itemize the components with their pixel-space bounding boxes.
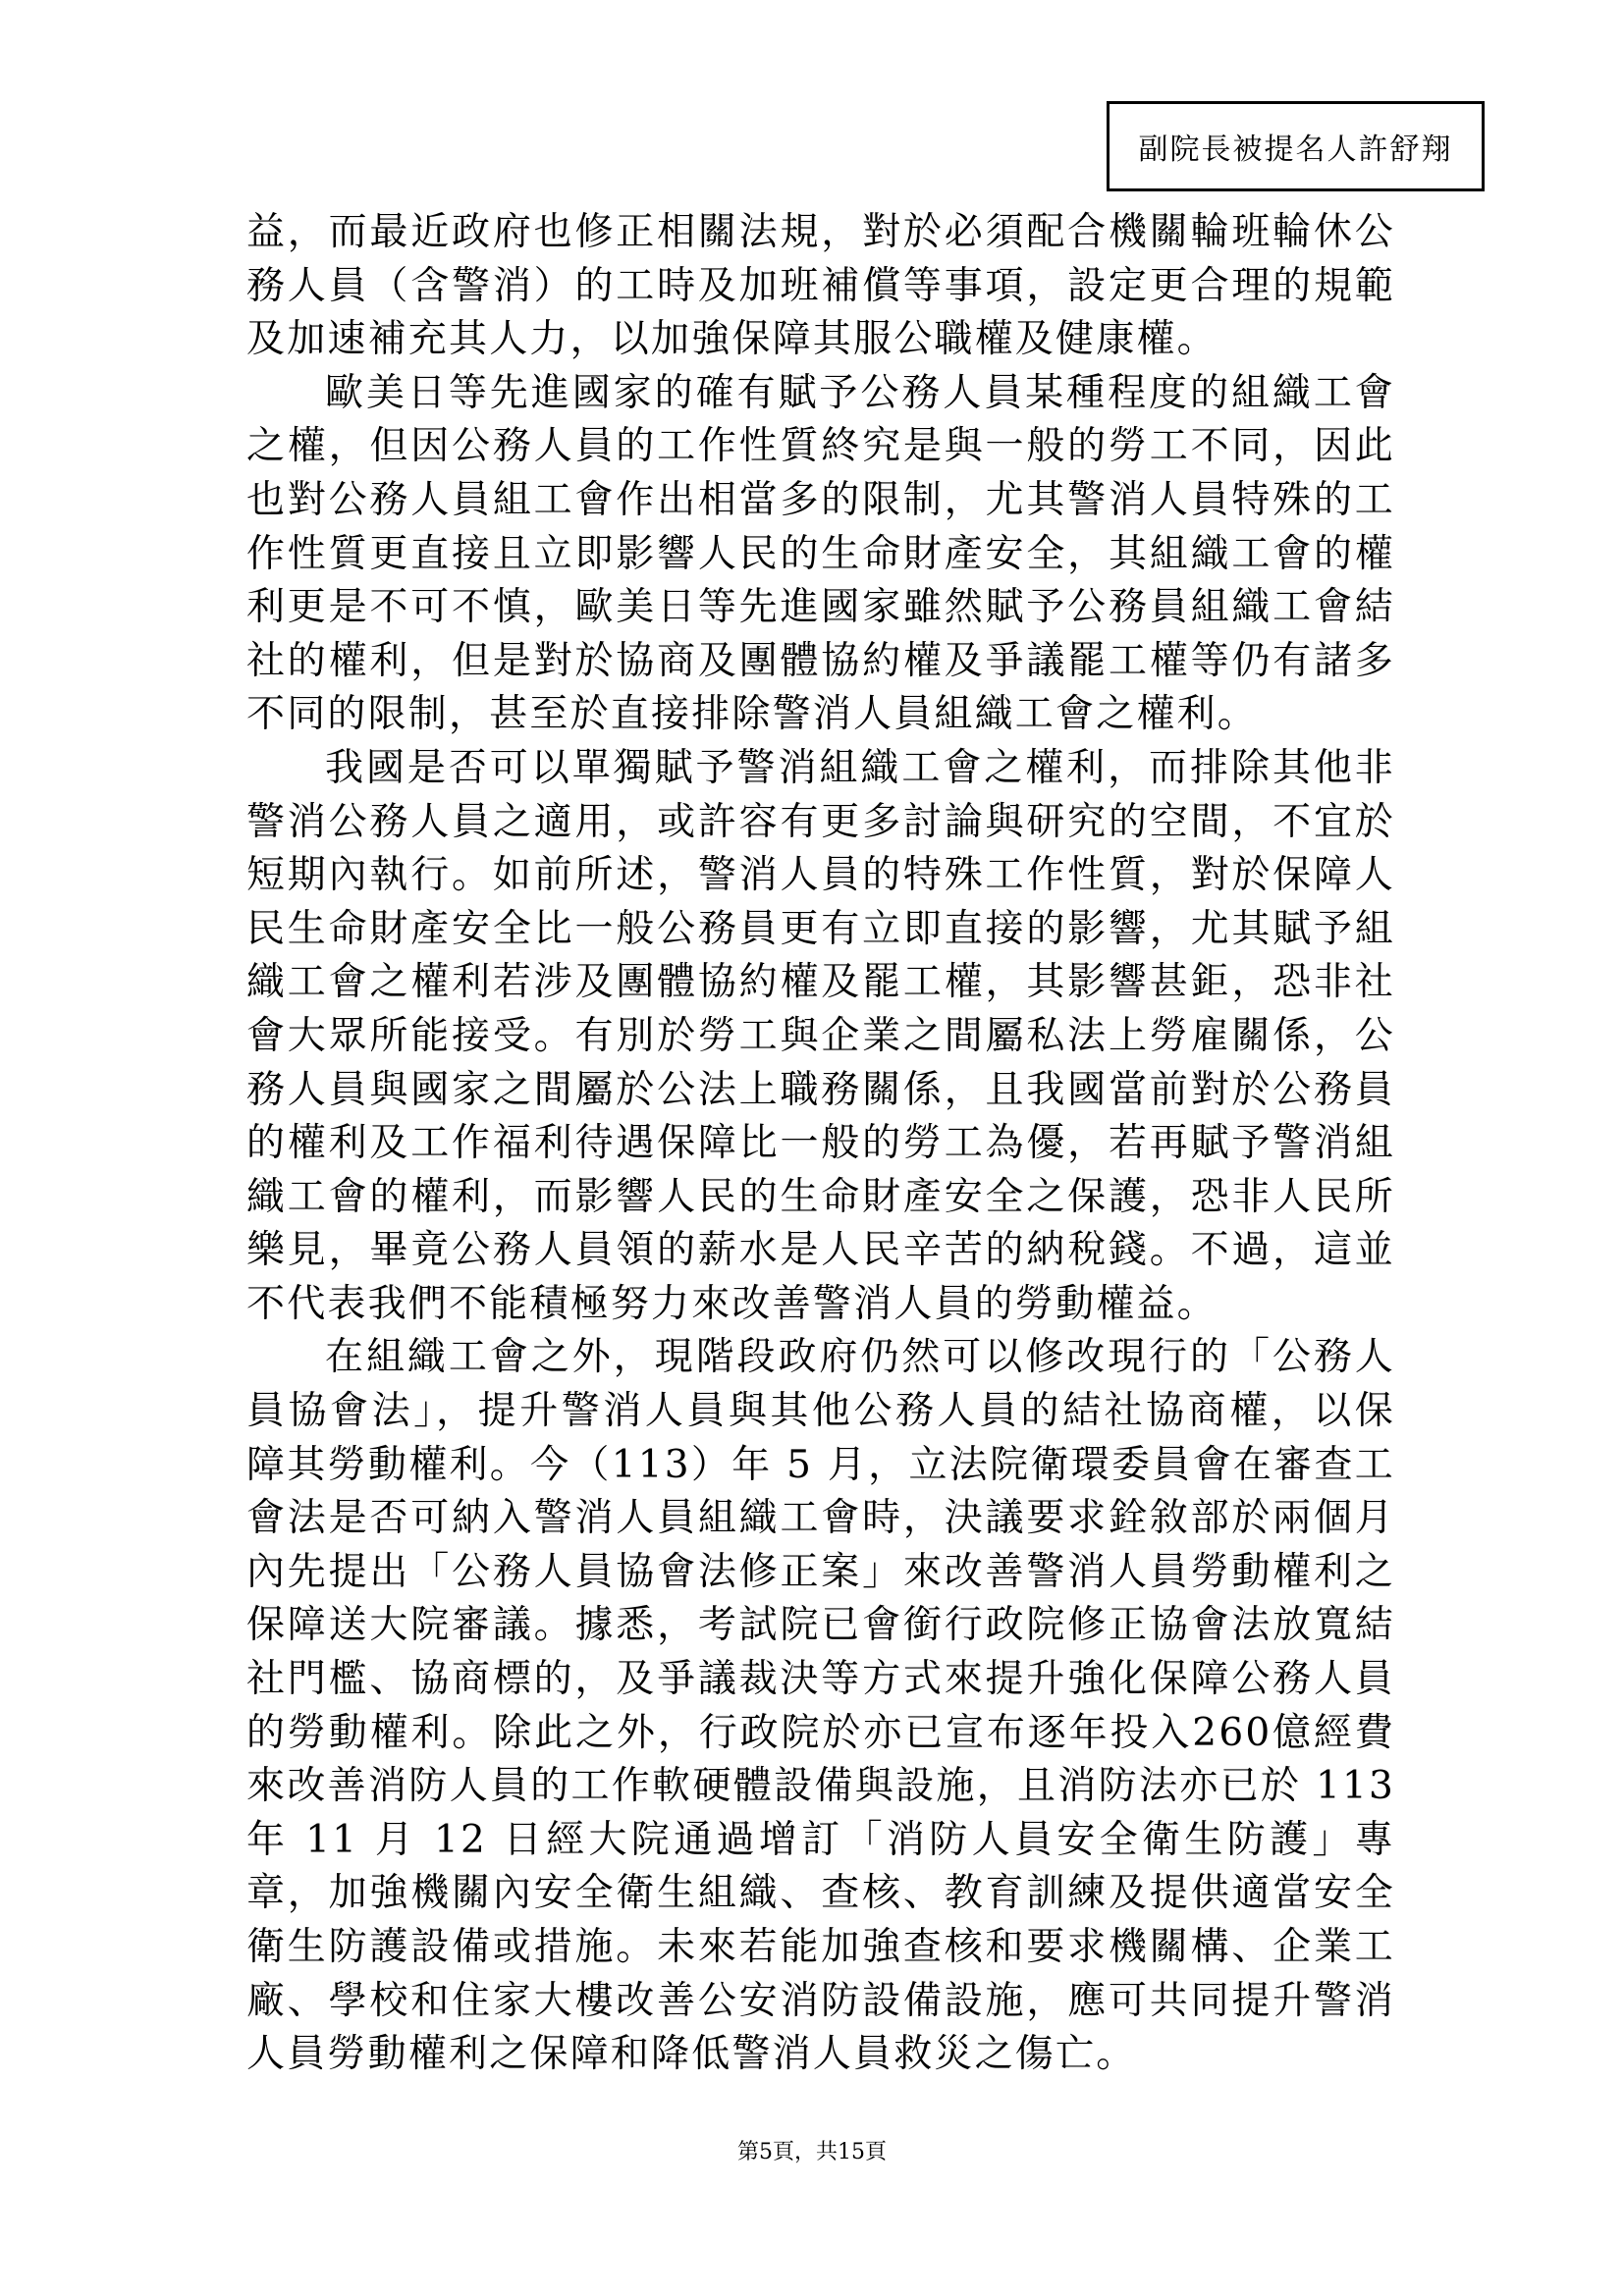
paragraph-2: 歐美日等先進國家的確有賦予公務人員某種程度的組織工會之權，但因公務人員的工作性質終究是與一般的勞工不同，因此也對公務人員組工會作出相當多的限制，尤其警消人員特殊的工作性質更直接且立即影響人民的生命財產安全，其組織工會的權利更是不可不慎，歐美日等先進國家雖然賦予公務員組織工會結社的權利，但是對於協商及團體協約權及爭議罷工權等仍有諸多不同的限制，甚至於直接排除警消人員組織工會之權利。 [246, 370, 1395, 737]
nominee-header-box [1107, 101, 1485, 191]
paragraph-1: 益，而最近政府也修正相關法規，對於必須配合機關輪班輪休公務人員（含警消）的工時及加班補償等事項，設定更合理的規範及加速補充其人力，以加強保障其服公職權及健康權。 [246, 210, 1395, 362]
paragraph-4: 在組織工會之外，現階段政府仍然可以修改現行的「公務人員協會法」，提升警消人員與其他公務人員的結社協商權，以保障其勞動權利。今（113）年 5 月，立法院衛環委員會在審查工會法是否可納入警消人員組織工會時，決議要求銓敘部於兩個月內先提出「公務人員協會法修正案」來改善警消人員勞動權利之保障送大院審議。據悉，考試院已會銜行政院修正協會法放寬結社門檻、協商標的，及爭議裁決等方式來提升強化保障公務人員的勞動權利。除此之外，行政院於亦已宣布逐年投入260億經費來改善消防人員的工作軟硬體設備與設施，且消防法亦已於 113 年 11 月 12 日經大院通過增訂「消防人員安全衛生防護」專章，加強機關內安全衛生組織、查核、教育訓練及提供適當安全衛生防護設備或措施。未來若能加強查核和要求機關構、企業工廠、學校和住家大樓改善公安消防設備設施，應可共同提升警消人員勞動權利之保障和降低警消人員救災之傷亡。 [246, 1335, 1395, 2077]
nominee-header-label: 副院長被提名人許舒翔 [1138, 133, 1453, 167]
document-body [246, 206, 1395, 2082]
paragraph-3: 我國是否可以單獨賦予警消組織工會之權利，而排除其他非警消公務人員之適用，或許容有更多討論與研究的空間，不宜於短期內執行。如前所述，警消人員的特殊工作性質，對於保障人民生命財產安全比一般公務員更有立即直接的影響，尤其賦予組織工會之權利若涉及團體協約權及罷工權，其影響甚鉅，恐非社會大眾所能接受。有別於勞工與企業之間屬私法上勞雇關係，公務人員與國家之間屬於公法上職務關係，且我國當前對於公務員的權利及工作福利待遇保障比一般的勞工為優，若再賦予警消組織工會的權利，而影響人民的生命財產安全之保護，恐非人民所樂見，畢竟公務人員領的薪水是人民辛苦的納稅錢。不過，這並不代表我們不能積極努力來改善警消人員的勞動權益。 [246, 745, 1395, 1326]
page-footer [0, 2135, 1624, 2165]
page-number: 第5頁，共15頁 [737, 2140, 887, 2164]
